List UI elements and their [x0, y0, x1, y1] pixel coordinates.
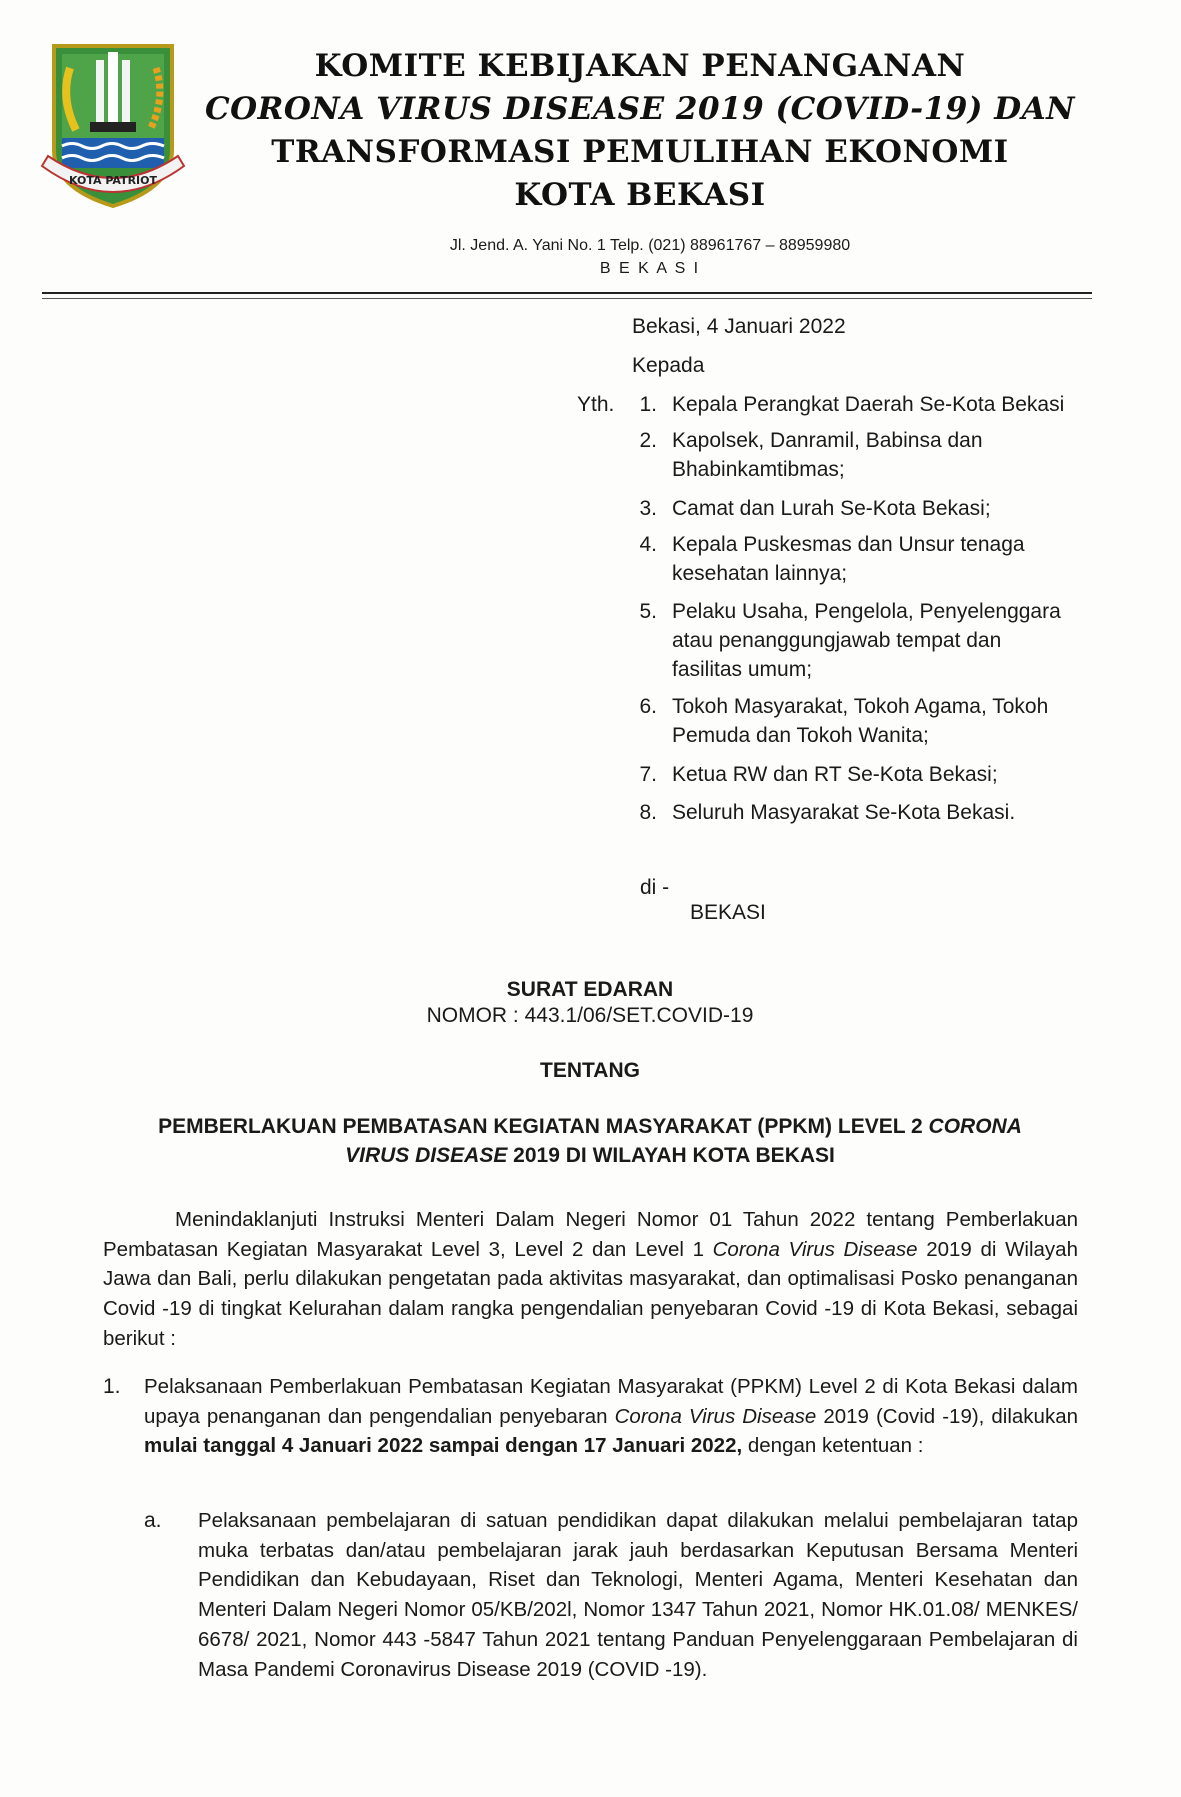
header-address: Jl. Jend. A. Yani No. 1 Telp. (021) 88961767 – 88959980 — [449, 237, 851, 254]
letter-yth: Yth. — [577, 393, 615, 416]
kota-bekasi-logo — [40, 38, 186, 208]
recipient-line: Ketua RW dan RT Se-Kota Bekasi; — [672, 763, 998, 786]
recipient-number: 7. — [639, 763, 657, 786]
recipient-number: 1. — [639, 393, 657, 416]
recipient-number: 8. — [639, 801, 657, 824]
header-rule-thin — [42, 298, 1092, 299]
item-1-number: 1. — [103, 1375, 121, 1398]
letter-di: di - — [640, 876, 670, 899]
header-title-line-4: KOTA BEKASI — [514, 177, 766, 213]
circular-tentang: TENTANG — [540, 1059, 640, 1082]
header-title-line-2-text: CORONA VIRUS DISEASE 2019 (COVID-19) DAN — [204, 91, 1076, 127]
recipient-line: Seluruh Masyarakat Se-Kota Bekasi. — [672, 801, 1016, 824]
item-1-italic: Corona Virus Disease — [614, 1404, 817, 1428]
recipient-line: Kepala Puskesmas dan Unsur tenaga — [672, 533, 1025, 556]
recipient-number: 5. — [639, 600, 657, 623]
recipient-number: 2. — [639, 429, 657, 452]
header-title-line-3: TRANSFORMASI PEMULIHAN EKONOMI — [271, 134, 1009, 170]
subject-part-3: VIRUS DISEASE — [345, 1144, 508, 1167]
recipient-line: Bhabinkamtibmas; — [672, 458, 845, 481]
circular-number: NOMOR : 443.1/06/SET.COVID-19 — [426, 1004, 754, 1027]
letter-date: Bekasi, 4 Januari 2022 — [632, 315, 846, 338]
recipient-line: Kepala Perangkat Daerah Se-Kota Bekasi — [672, 393, 1065, 416]
recipient-number: 3. — [639, 497, 657, 520]
header-title-line-1: KOMITE KEBIJAKAN PENANGANAN — [314, 48, 966, 84]
item-1-paragraph — [144, 1372, 1078, 1461]
circular-subject-line-2 — [60, 1142, 1120, 1170]
intro-paragraph — [103, 1205, 1078, 1354]
recipient-line: Camat dan Lurah Se-Kota Bekasi; — [672, 497, 991, 520]
recipient-line: Kapolsek, Danramil, Babinsa dan — [672, 429, 983, 452]
recipient-line: fasilitas umum; — [672, 658, 813, 681]
subject-part-4: 2019 DI WILAYAH KOTA BEKASI — [507, 1144, 835, 1167]
logo-text: KOTA PATRIOT — [68, 174, 158, 187]
recipient-number: 4. — [639, 533, 657, 556]
item-1-text-c: dengan ketentuan : — [742, 1434, 924, 1458]
intro-text-1: Menindaklanjuti Instruksi Menteri Dalam Negeri Nomor 01 Tahun 2022 tentang Pemberlakuan Pembatasan Kegiatan Masyarakat Level 3, Level 2 dan Level 1 — [103, 1208, 1078, 1261]
header-rule — [42, 292, 1092, 294]
recipient-line: Pelaku Usaha, Pengelola, Penyelenggara — [672, 600, 1061, 623]
intro-italic: Corona Virus Disease — [712, 1237, 918, 1261]
header-city: B E K A S I — [599, 260, 701, 277]
circular-title: SURAT EDARAN — [506, 978, 674, 1001]
subject-part-2: CORONA — [928, 1115, 1022, 1138]
recipient-line: Tokoh Masyarakat, Tokoh Agama, Tokoh — [672, 695, 1049, 718]
recipient-number: 6. — [639, 695, 657, 718]
recipient-line: kesehatan lainnya; — [672, 562, 848, 585]
item-1-text-a: Pelaksanaan Pemberlakuan Pembatasan Kegiatan Masyarakat (PPKM) Level 2 di Kota Bekasi dalam upaya penanganan dan pengendalian penyebaran — [144, 1375, 1078, 1428]
item-1-bold: mulai tanggal 4 Januari 2022 sampai dengan 17 Januari 2022, — [144, 1434, 743, 1458]
circular-subject-line-1 — [60, 1113, 1120, 1141]
sub-a-label: a. — [144, 1509, 162, 1532]
recipient-line: atau penanggungjawab tempat dan — [672, 629, 1002, 652]
letter-place: BEKASI — [690, 901, 766, 924]
intro-text-2: 2019 di Wilayah Jawa dan Bali, perlu dilakukan pengetatan pada aktivitas masyarakat, dan optimalisasi Posko penanganan Covid -19 di tingkat Kelurahan dalam rangka pengendalian penyebaran Covid -19 di Kota Bekasi, sebagai berikut : — [103, 1237, 1078, 1350]
header-title-line-2 — [190, 90, 1090, 128]
sub-a-paragraph: Pelaksanaan pembelajaran di satuan pendidikan dapat dilakukan melalui pembelajaran tatap muka terbatas dan/atau pembelajaran jarak jauh berdasarkan Keputusan Bersama Menteri Pendidikan dan Kebudayaan, Riset dan Teknologi, Menteri Agama, Menteri Kesehatan dan Menteri Dalam Negeri Nomor 05/KB/202l, Nomor 1347 Tahun 2021, Nomor HK.01.08/ MENKES/ 6678/ 2021, Nomor 443 -5847 Tahun 2021 tentang Panduan Penyelenggaraan Pembelajaran di Masa Pandemi Coronavirus Disease 2019 (COVID -19). — [198, 1509, 1078, 1681]
recipient-line: Pemuda dan Tokoh Wanita; — [672, 724, 929, 747]
item-1-text-b: 2019 (Covid -19), dilakukan — [816, 1404, 1079, 1428]
letter-kepada: Kepada — [632, 354, 705, 377]
subject-part-1: PEMBERLAKUAN PEMBATASAN KEGIATAN MASYARAKAT (PPKM) LEVEL 2 — [158, 1115, 929, 1138]
